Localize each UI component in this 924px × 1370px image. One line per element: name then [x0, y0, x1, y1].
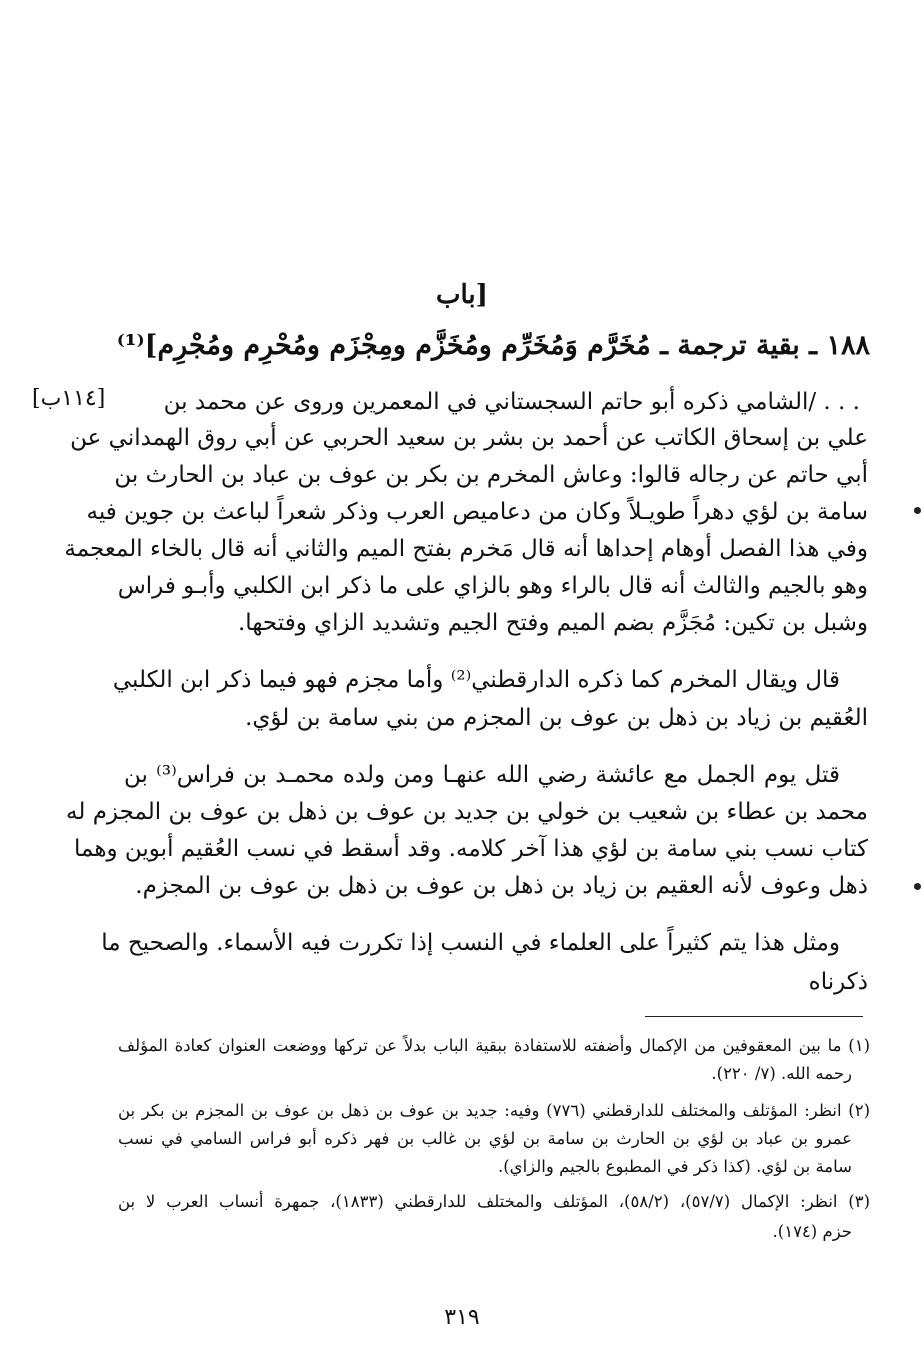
footnote-line: حزم (١٧٤).: [772, 1222, 852, 1241]
body-line: أبي حاتم عن رجاله قالوا: وعاش المخرم بن بكر بن عوف بن عباد بن الحارث بن: [114, 462, 868, 488]
footnote-line: عمرو بن عباد بن لؤي بن الحارث بن سامة بن لؤي بن غالب بن فهر ذكره أبو فراس السامي في نسب: [118, 1129, 852, 1148]
body-line: وشبل بن تكين: مُجَزَّم بضم الميم وفتح الجيم وتشديد الزاي وفتحها.: [238, 610, 868, 636]
body-line: محمد بن عطاء بن شعيب بن خولي بن جديد بن عوف بن ذهل بن عوف بن المجزم له: [66, 799, 868, 825]
body-line: وهو بالجيم والثالث أنه قال بالراء وهو بالزاي على ما ذكر ابن الكلبي وأبـو فراس: [117, 573, 868, 599]
section-heading: [باب: [436, 280, 488, 310]
footnote-separator: [645, 1016, 863, 1017]
footnote-line: (٢) انظر: المؤتلف والمختلف للدارقطني (٧٧٦) وفيه: جديد بن عوف بن ذهل بن عوف بن المجزم بن بكر بن: [118, 1101, 871, 1120]
footnote-line: رحمه الله. (٧/ ٢٢٠).: [711, 1064, 852, 1083]
body-line: علي بن إسحاق الكاتب عن أحمد بن بشر بن سعيد الحربي عن أبي روق الهمداني عن: [70, 425, 868, 451]
margin-folio-reference: [١١٤ب]: [32, 386, 106, 411]
page-number: ٣١٩: [444, 1305, 480, 1330]
body-line: . . . /الشامي ذكره أبو حاتم السجستاني في المعمرين وروى عن محمد بن: [163, 389, 860, 415]
footnote-line: (١) ما بين المعقوفين من الإكمال وأضفته للاستفادة ببقية الباب بدلاً عن تركها ووضعت العنوان كعادة المؤلف: [118, 1036, 870, 1055]
body-line: ذكرناه: [808, 969, 868, 995]
body-line: قتل يوم الجمل مع عائشة رضي الله عنهـا ومن ولده محمـد بن فراس⁽³⁾ بن: [124, 762, 840, 788]
scan-mark: [914, 507, 921, 514]
body-line: العُقيم بن زياد بن ذهل بن عوف بن المجزم من بني سامة بن لؤي.: [245, 705, 868, 731]
body-line: ومثل هذا يتم كثيراً على العلماء في النسب إذا تكررت فيه الأسماء. والصحيح ما: [101, 930, 840, 956]
body-line: كتاب نسب بني سامة بن لؤي هذا آخر كلامه. وقد أسقط في نسب العُقيم أبوين وهما: [74, 836, 868, 862]
footnote-line: سامة بن لؤي. (كذا ذكر في المطبوع بالجيم والزاي).: [497, 1157, 852, 1176]
body-line: ذهل وعوف لأنه العقيم بن زياد بن ذهل بن عوف بن ذهل بن عوف بن المجزم.: [135, 873, 868, 899]
footnote-line: (٣) انظر: الإكمال (٥٧/٧)، (٥٨/٢)، المؤتلف والمختلف للدارقطني (١٨٣٣)، جمهرة أنساب العرب لا بن: [118, 1192, 871, 1211]
body-line: وفي هذا الفصل أوهام إحداها أنه قال مَخرم بفتح الميم والثاني أنه قال بالخاء المعجمة: [64, 536, 868, 562]
scan-mark: [914, 883, 921, 890]
chapter-title: ١٨٨ ـ بقية ترجمة ـ مُخَرَّم وَمُخَرِّم ومُخَزَّم ومِجْزَم ومُحْرِم ومُجْرِم]⁽¹⁾: [116, 330, 870, 361]
body-line: سامة بن لؤي دهراً طويـلاً وكان من دعاميص العرب وذكر شعراً لباعث بن جوين فيه: [86, 499, 868, 525]
body-line: قال ويقال المخرم كما ذكره الدارقطني⁽²⁾ وأما مجزم فهو فيما ذكر ابن الكلبي: [112, 667, 840, 693]
